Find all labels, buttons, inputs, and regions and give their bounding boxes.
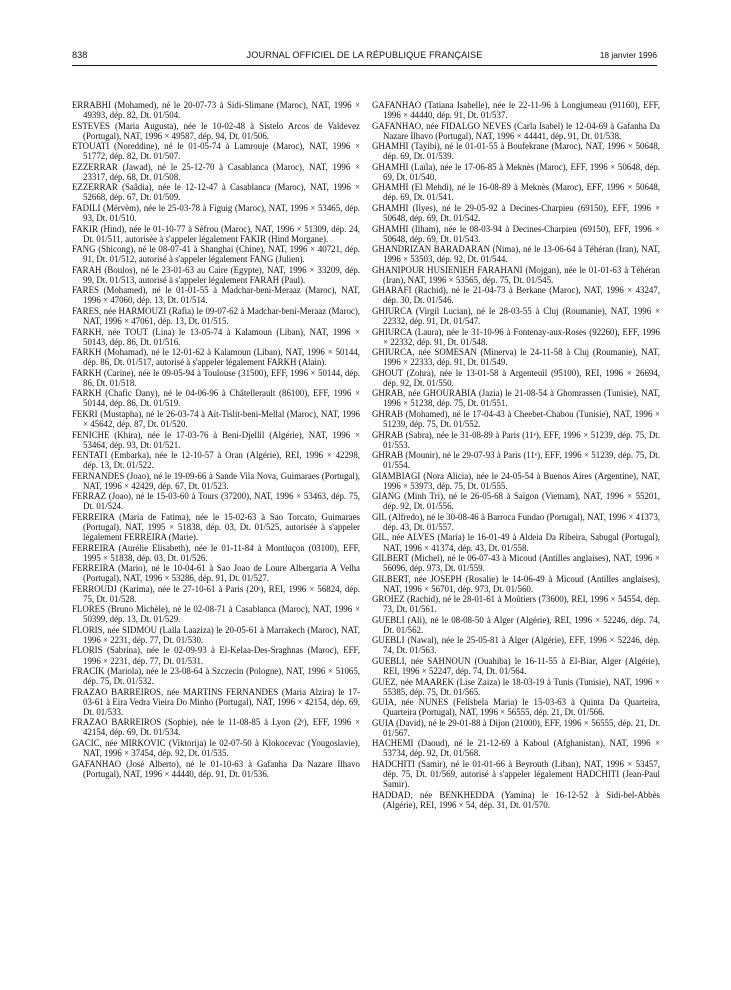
page-header <box>72 50 657 64</box>
register-entry: GHAMHI (Laïla), née le 17-06-85 à Meknès (Maroc), EFF, 1996 × 50648, dép. 69, Dt. 01/540. <box>372 161 660 182</box>
register-entry: FRAZAO BARREIROS (Sophie), née le 11-08-85 à Lyon (2ᵉ), EFF, 1996 × 42154, dép. 69, Dt. 01/534. <box>72 717 360 738</box>
register-entry: GILBERT, née JOSEPH (Rosalie) le 14-06-49 à Micoud (Antilles anglaises), NAT, 1996 × 56701, dép. 973, Dt. 01/560. <box>372 573 660 594</box>
register-entry: FERREIRA (Mario), né le 10-04-61 à Sao Joao de Loure Albergaria A Velha (Portugal), NAT, 1996 × 53286, dép. 91, Dt. 01/527. <box>72 563 360 584</box>
register-entry: EZZERRAR (Saâdia), née le 12-12-47 à Casablanca (Maroc), NAT, 1996 × 52668, dép. 67, Dt. 01/509. <box>72 182 360 203</box>
register-entry: GHAMHI (Ilyes), né le 29-05-92 à Decines-Charpieu (69150), EFF, 1996 × 50648, dép. 69, Dt. 01/542. <box>372 202 660 224</box>
register-entry: HACHEMI (Daoud), né le 21-12-69 à Kaboul (Afghanistan), NAT, 1996 × 53734, dép. 92, Dt. 01/568. <box>372 738 660 759</box>
register-entry: FANG (Shicong), né le 08-07-41 à Shanghai (Chine), NAT, 1996 × 40721, dép. 91, Dt. 01/512, autorisé à s'appeler légalement FANG (Julien). <box>72 244 360 265</box>
register-entry: GAFANHAO (Tatiana Isabelle), née le 22-11-96 à Longjumeau (91160), EFF, 1996 × 44440, dép. 91, Dt. 01/537. <box>372 100 660 121</box>
register-entry: GUIA, née NUNES (Felisbela Maria) le 15-03-63 à Quinta Da Quarteira, Quarteira (Portugal), NAT, 1996 × 56555, dép. 21, Dt. 01/566. <box>372 697 660 718</box>
register-entry: FARKH, née TOUT (Lina) le 13-05-74 à Kalamoun (Liban), NAT, 1996 × 50143, dép. 86, Dt. 01/516. <box>72 326 360 347</box>
register-entry: FARES (Mohamed), né le 01-01-55 à Madchar-beni-Meraaz (Maroc), NAT, 1996 × 47060, dép. 13, Dt. 01/514. <box>72 285 360 306</box>
register-entry: FARKH (Carine), née le 09-05-94 à Toulouse (31500), EFF, 1996 × 50144, dép. 86, Dt. 01/518. <box>72 367 360 388</box>
register-entry: GIL (Alfredo), né le 30-08-46 à Barroca Fundao (Portugal), NAT, 1996 × 41373, dép. 43, Dt. 01/557. <box>372 511 660 532</box>
journal-title: JOURNAL OFFICIEL DE LA RÉPUBLIQUE FRANÇAISE <box>246 50 483 60</box>
header-rule <box>72 65 657 66</box>
register-entry: FARES, née HARMOUZI (Rafia) le 09-07-62 à Madchar-beni-Meraaz (Maroc), NAT, 1996 × 47061, dép. 13, Dt. 01/515. <box>72 305 360 326</box>
register-entry: GHRAB (Mohamed), né le 17-04-43 à Cheebet-Chabou (Tunisie), NAT, 1996 × 51239, dép. 75, Dt. 01/552. <box>372 408 660 429</box>
register-entry: GIANG (Minh Tri), né le 26-05-68 à Saïgon (Vietnam), NAT, 1996 × 55201, dép. 92, Dt. 01/556. <box>372 491 660 512</box>
register-entry: HADDAD, née BENKHEDDA (Yamina) le 16-12-52 à Sidi-bel-Abbès (Algérie), REI, 1996 × 54, dép. 31, Dt. 01/570. <box>372 789 660 810</box>
register-entry: ERRABHI (Mohamed), né le 20-07-73 à Sidi-Slimane (Maroc), NAT, 1996 × 49393, dép. 82, Dt. 01/504. <box>72 100 360 121</box>
register-entry: GHAMHI (Tayibi), né le 01-01-55 à Boufekrane (Maroc), NAT, 1996 × 50648, dép. 69, Dt. 01/539. <box>372 141 660 162</box>
register-entry: FLORIS, née SIDMOU (Lalla Laaziza) le 20-05-61 à Marrakech (Maroc), NAT, 1996 × 2231, dép. 77, Dt. 01/530. <box>72 624 360 645</box>
register-entry: FERNANDES (Joao), né le 19-09-66 à Sande Vila Nova, Guimaraes (Portugal), NAT, 1996 × 42429, dép. 67, Dt. 01/523. <box>72 470 360 491</box>
register-entry: FENICHE (Khira), née le 17-03-76 à Beni-Djellil (Algérie), NAT, 1996 × 53464, dép. 93, Dt. 01/521. <box>72 429 360 450</box>
register-entry: GUIA (David), né le 29-01-88 à Dijon (21000), EFF, 1996 × 56555, dép. 21, Dt. 01/567. <box>372 717 660 738</box>
register-entry: FERREIRA (Aurélie Elisabeth), née le 01-11-84 à Montluçon (03100), EFF, 1995 × 51838, dép. 03, Dt. 01/526. <box>72 542 360 563</box>
register-entry: FARAH (Boulos), né le 23-01-63 au Caire (Egypte), NAT, 1996 × 33209, dép. 99, Dt. 01/513, autorisé à s'appeler légalement FARAH (Paul). <box>72 264 360 285</box>
register-entry: GHOUT (Zohra), née le 13-01-58 à Argenteuil (95100), REI, 1996 × 26694, dép. 92, Dt. 01/550. <box>372 367 660 388</box>
register-entry: GAFANHAO (José Alberto), né le 01-10-63 à Gafanha Da Nazare Ilhavo (Portugal), NAT, 1996 × 44440, dép. 91, Dt. 01/536. <box>72 758 360 779</box>
register-entry: GHRAB (Sabra), née le 31-08-89 à Paris (11ᵉ), EFF, 1996 × 51239, dép. 75, Dt. 01/553. <box>372 429 660 450</box>
register-entry: GROIEZ (Rachid), né le 28-01-61 à Moûtiers (73600), REI, 1996 × 54554, dép. 73, Dt. 01/561. <box>372 594 660 615</box>
register-entry: FLORIS (Sabrina), née le 02-09-93 à El-Kelaa-Des-Sraghnas (Maroc), EFF, 1996 × 2231, dép. 77, Dt. 01/531. <box>72 645 360 666</box>
register-entry: GHIURCA, née SOMESAN (Minerva) le 24-11-58 à Cluj (Roumanie), NAT, 1996 × 22333, dép. 91, Dt. 01/549. <box>372 347 660 368</box>
right-column <box>372 100 660 810</box>
register-entry: FERRAZ (Joao), né le 15-03-60 à Tours (37200), NAT, 1996 × 53463, dép. 75, Dt. 01/524. <box>72 491 360 512</box>
register-entry: FRACIK (Mariola), née le 23-08-64 à Szczecin (Pologne), NAT, 1996 × 51065, dép. 75, Dt. 01/532. <box>72 666 360 687</box>
page-number: 838 <box>72 50 88 60</box>
register-entry: ESTEVES (Maria Augusta), née le 10-02-48 à Sistelo Arcos de Valdevez (Portugal), NAT, 1996 × 49587, dép. 94, Dt. 01/506. <box>72 120 360 141</box>
register-entry: GAFANHAO, née FIDALGO NEVES (Carla Isabel) le 12-04-69 à Gafanha Da Nazare Ilhavo (Portugal), NAT, 1996 × 44441, dép. 91, Dt. 01/538. <box>372 120 660 141</box>
register-entry: GUEZ, née MAAREK (Lise Zaiza) le 18-03-19 à Tunis (Tunisie), NAT, 1996 × 55385, dép. 75, Dt. 01/565. <box>372 676 660 697</box>
register-entry: FERROUDJ (Karima), née le 27-10-61 à Paris (20ᵉ), REI, 1996 × 56824, dép. 75, Dt. 01/528. <box>72 583 360 604</box>
register-entry: FARKH (Chafic Dany), né le 04-06-96 à Châtellerault (86100), EFF, 1996 × 50144, dép. 86, Dt. 01/519. <box>72 388 360 409</box>
register-entry: ETOUATI (Noreddine), né le 01-05-74 à Lamrouje (Maroc), NAT, 1996 × 51772, dép. 82, Dt. 01/507. <box>72 141 360 162</box>
register-entry: FLORES (Bruno Michèle), né le 02-08-71 à Casablanca (Maroc), NAT, 1996 × 50399, dép. 13, Dt. 01/529. <box>72 604 360 625</box>
register-entry: GHARAFI (Rachid), né le 21-04-73 à Berkane (Maroc), NAT, 1996 × 43247, dép. 30, Dt. 01/546. <box>372 285 660 306</box>
issue-date: 18 janvier 1996 <box>599 50 657 60</box>
register-entry: GACIC, née MIRKOVIC (Viktorija) le 02-07-50 à Klokocevac (Yougoslavie), NAT, 1996 × 37454, dép. 92, Dt. 01/535. <box>72 737 360 758</box>
register-entry: GHRAB, née GHOURABIA (Jazia) le 21-08-54 à Ghomrassen (Tunisie), NAT, 1996 × 51238, dép. 75, Dt. 01/551. <box>372 388 660 409</box>
register-entry: FAKIR (Hind), née le 01-10-77 à Séfrou (Maroc), NAT, 1996 × 51309, dép. 24, Dt. 01/511, autorisée à s'appeler légalement FAKIR (Hind Morgane). <box>72 223 360 244</box>
register-entry: GIAMBIAGI (Nora Alicia), née le 24-05-54 à Buenos Aires (Argentine), NAT, 1996 × 53973, dép. 75, Dt. 01/555. <box>372 470 660 491</box>
register-entry: GIL, née ALVES (Maria) le 16-01-49 à Aldeia Da Ribeira, Sabugal (Portugal), NAT, 1996 × 41374, dép. 43, Dt. 01/558. <box>372 532 660 553</box>
register-entry: GUEBLI, née SAHNOUN (Ouahiba) le 16-11-55 à El-Biar, Alger (Algérie), REI, 1996 × 52247, dép. 74, Dt. 01/564. <box>372 656 660 677</box>
register-entry: HADCHITI (Samir), né le 01-01-66 à Beyrouth (Liban), NAT, 1996 × 53457, dép. 75, Dt. 01/569, autorisé à s'appeler légalement HADCHITI (Jean-Paul Samir). <box>372 759 660 790</box>
register-entry: FERREIRA (Maria de Fatima), née le 15-02-63 à Sao Torcato, Guimaraes (Portugal), NAT, 1995 × 51838, dép. 03, Dt. 01/525, autorisée à s'appeler légalement FERREIRA (Marie). <box>72 511 360 542</box>
register-entry: GHAMHI (Ilham), née le 08-03-94 à Decines-Charpieu (69150), EFF, 1996 × 50648, dép. 69, Dt. 01/543. <box>372 223 660 244</box>
register-entry: FRAZAO BARREIROS, née MARTINS FERNANDES (Maria Alzira) le 17-03-61 à Eira Vedra Vieira Do Minho (Portugal), NAT, 1996 × 42154, dép. 69, Dt. 01/533. <box>72 686 360 717</box>
register-entry: GHANDRIZAN BARADARAN (Nima), né le 13-06-64 à Téhéran (Iran), NAT, 1996 × 53503, dép. 92, Dt. 01/544. <box>372 244 660 265</box>
register-entry: FARKH (Mohamad), né le 12-01-62 à Kalamoun (Liban), NAT, 1996 × 50144, dép. 86, Dt. 01/517, autorisé à s'appeler légalement FARKH (Alain). <box>72 347 360 368</box>
register-entry: FEKRI (Mustapha), né le 26-03-74 à Aït-Tislit-beni-Mellal (Maroc), NAT, 1996 × 45642, dép. 87, Dt. 01/520. <box>72 408 360 429</box>
left-column <box>72 100 360 779</box>
register-entry: GHANIPOUR HUSIENIEH FARAHANI (Mojgan), née le 01-01-63 à Téhéran (Iran), NAT, 1996 × 53565, dép. 75, Dt. 01/545. <box>372 264 660 285</box>
register-entry: GHRAB (Mounir), né le 29-07-93 à Paris (11ᵉ), EFF, 1996 × 51239, dép. 75, Dt. 01/554. <box>372 450 660 471</box>
register-entry: EZZERRAR (Jawad), né le 25-12-70 à Casablanca (Maroc), NAT, 1996 × 23317, dép. 68, Dt. 01/508. <box>72 161 360 182</box>
register-entry: FADILI (Mérvèm), née le 25-03-78 à Figuig (Maroc), NAT, 1996 × 53465, dép. 93, Dt. 01/510. <box>72 202 360 224</box>
register-entry: GILBERT (Michel), né le 06-07-43 à Micoud (Antilles anglaises), NAT, 1996 × 56096, dép. 973, Dt. 01/559. <box>372 553 660 574</box>
register-entry: GHIURCA (Laura), née le 31-10-96 à Fontenay-aux-Roses (92260), EFF, 1996 × 22332, dép. 91, Dt. 01/548. <box>372 326 660 347</box>
register-entry: GUEBLI (Nawal), née le 25-05-81 à Alger (Algérie), EFF, 1996 × 52246, dép. 74, Dt. 01/563. <box>372 635 660 656</box>
register-entry: FENTATI (Embarka), née le 12-10-57 à Oran (Algérie), REI, 1996 × 42298, dép. 13, Dt. 01/522. <box>72 450 360 471</box>
register-entry: GHIURCA (Virgil Lucian), né le 28-03-55 à Cluj (Roumanie), NAT, 1996 × 22332, dép. 91, Dt. 01/547. <box>372 305 660 326</box>
register-entry: GUEBLI (Ali), né le 08-08-50 à Alger (Algérie), REI, 1996 × 52246, dép. 74, Dt. 01/562. <box>372 614 660 635</box>
register-entry: GHAMHI (El Mehdi), né le 16-08-89 à Meknès (Maroc), EFF, 1996 × 50648, dép. 69, Dt. 01/541. <box>372 182 660 203</box>
